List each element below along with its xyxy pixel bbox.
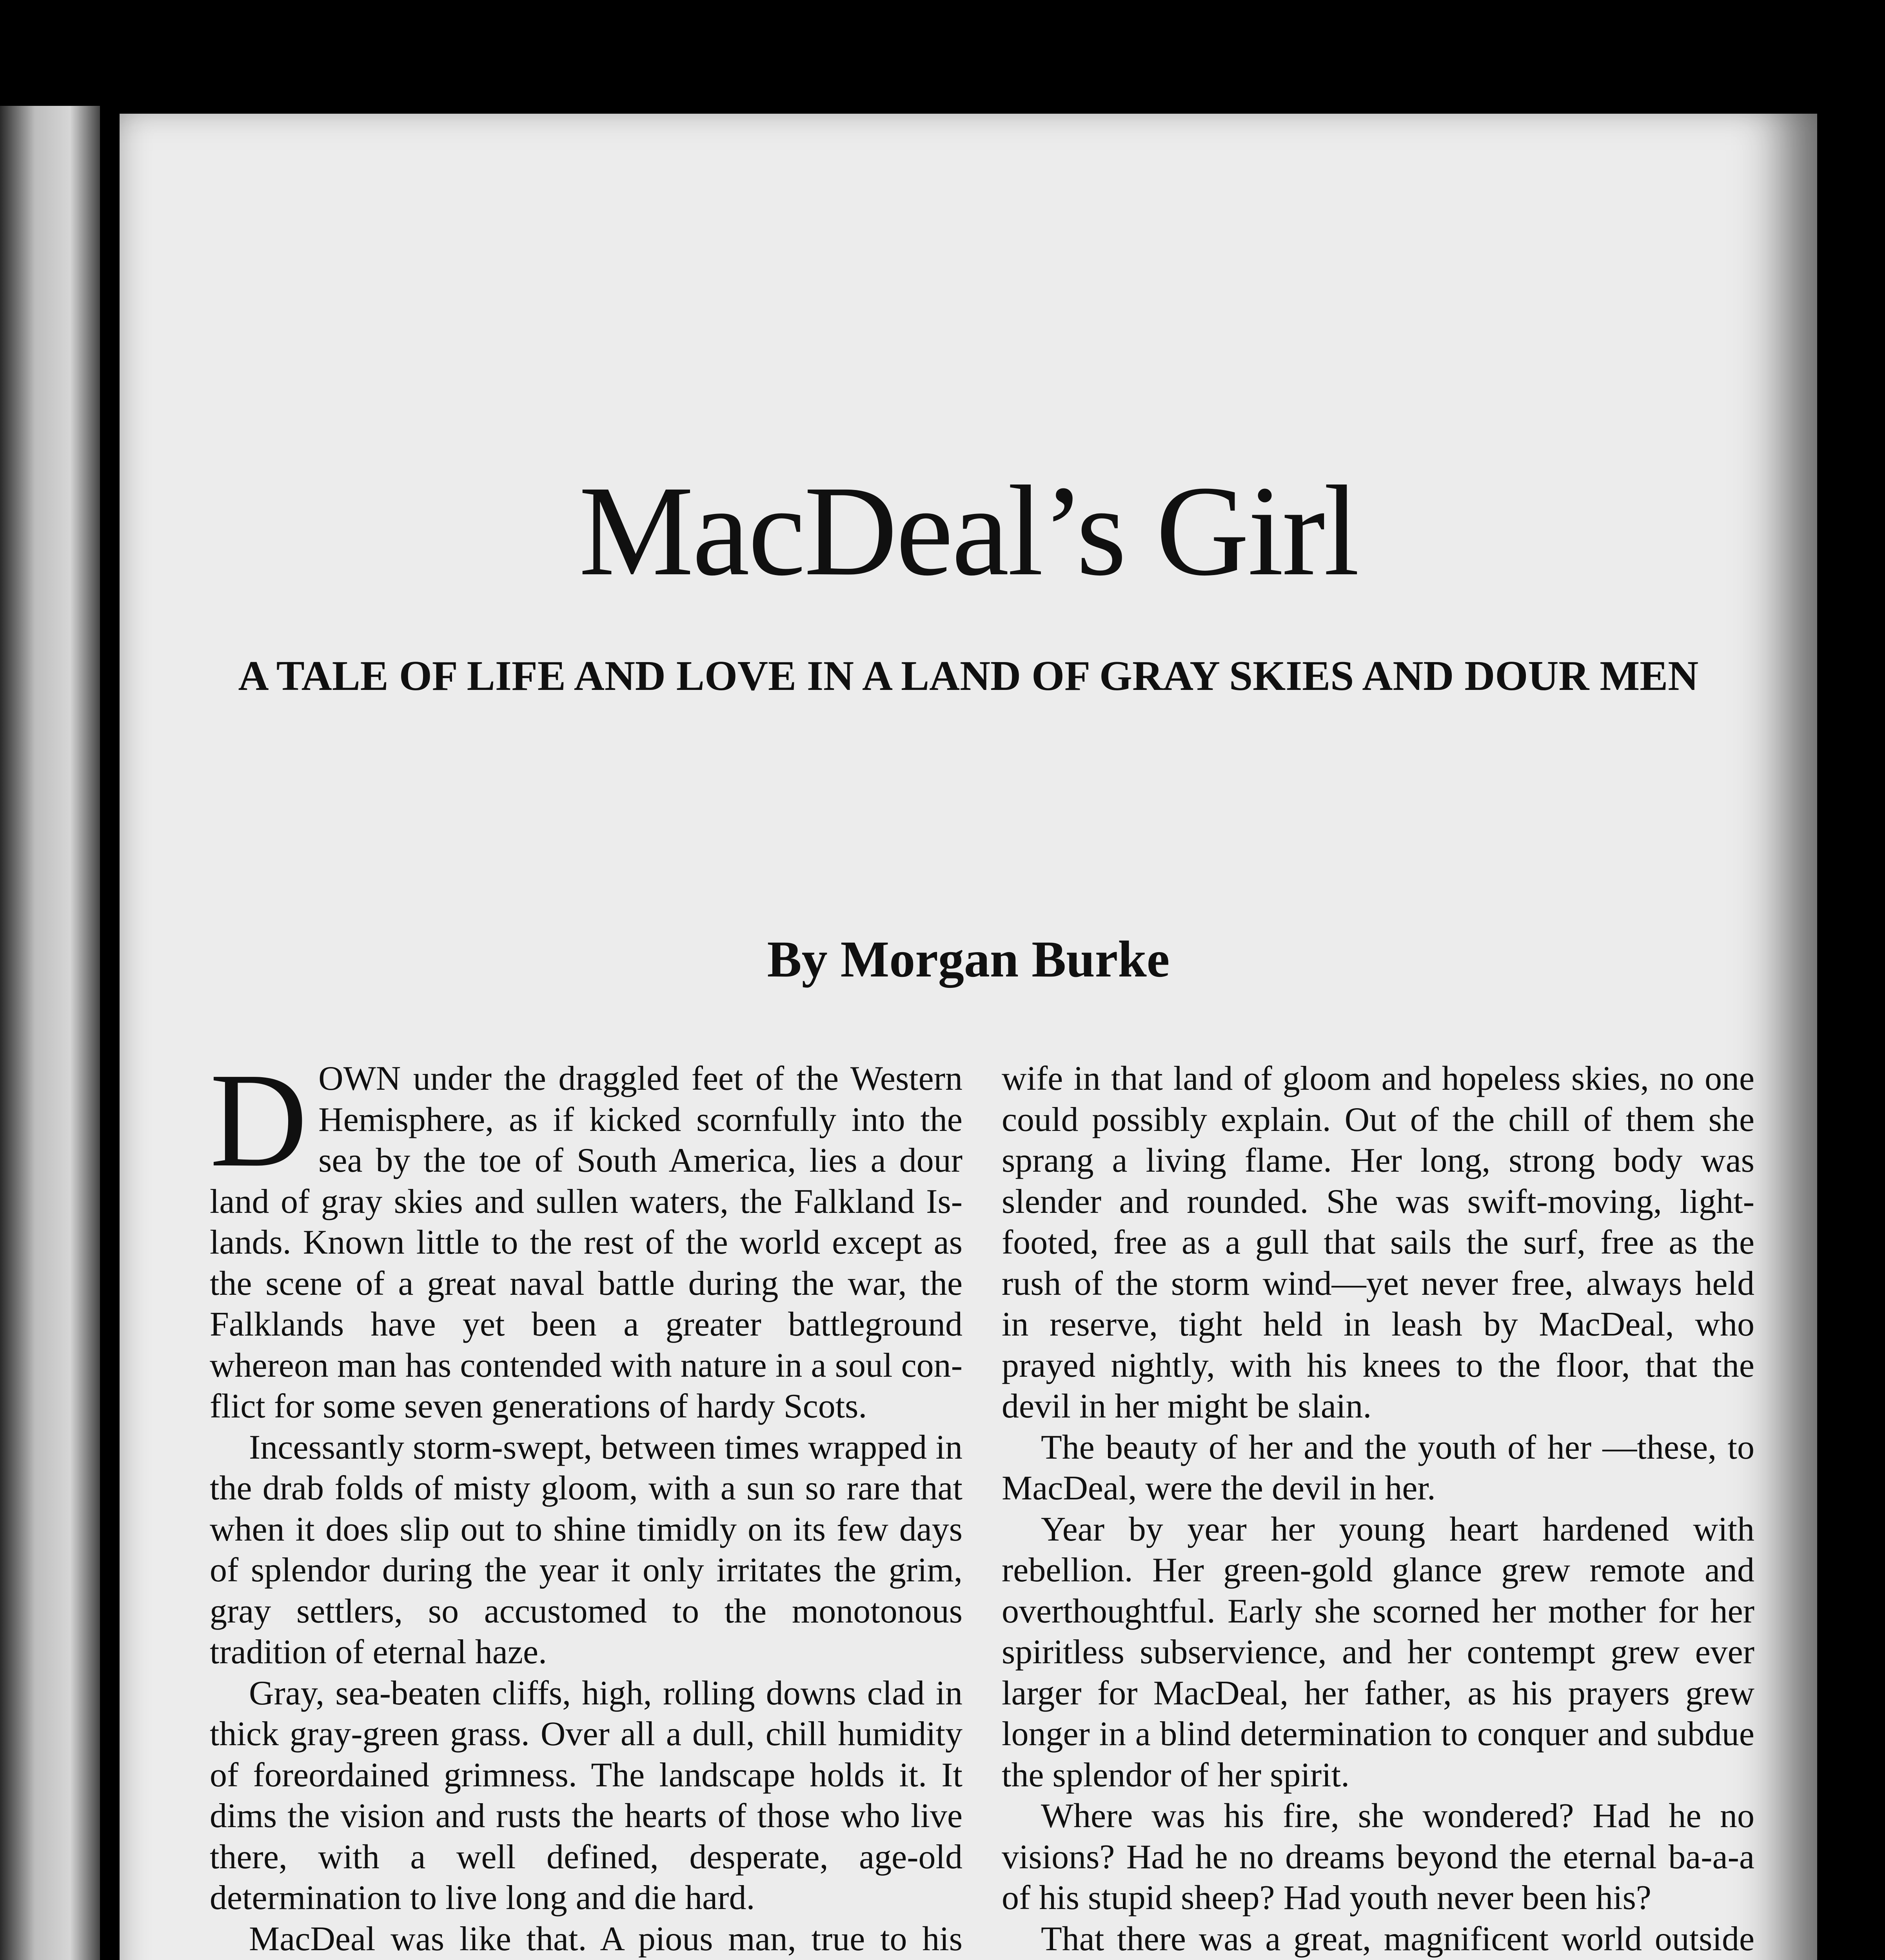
drop-cap: D [210, 1045, 308, 1195]
story-subtitle: A TALE OF LIFE AND LOVE IN A LAND OF GRAY SKIES AND DOUR MEN [238, 653, 1699, 699]
paragraph: That there was a great, magnificent world outside [1041, 1920, 1754, 1958]
paragraph: DOWN under the draggled feet of the Western Hemisphere, as if kicked scornfully into the sea by the toe of South America, lies a dour land of gray skies and sullen waters, the Falkland Islands. Known little to the rest of the world except as the scene of a great naval battle during the war, the Falklands have yet been a greater battleground whereon man has contended with nature in a soul conflict for some seven generations of hardy Scots. [210, 1045, 962, 1425]
paragraph: MacDeal was like that. A pious man, true to his [249, 1920, 962, 1958]
story-title: MacDeal’s Girl [579, 459, 1358, 603]
left-column [210, 1045, 962, 1960]
magazine-page [120, 114, 1817, 1960]
text-columns [210, 1045, 1754, 1960]
byline: By Morgan Burke [767, 930, 1170, 988]
paragraph: The beauty of her and the youth of her —these, to MacDeal, were the devil in her. [1002, 1428, 1754, 1507]
adjacent-page-edge [0, 106, 100, 1960]
paragraph: Incessantly storm-swept, between times wrapped in the drab folds of misty gloom, with a sun so rare that when it does slip out to shine timidly on its few days of splendor during the year it only irritates the grim, gray settlers, so accustomed to the monotonous tradition of eternal haze. [210, 1428, 962, 1671]
paragraph: Gray, sea-beaten cliffs, high, rolling downs clad in thick gray-green grass. Over all a dull, chill humidity of foreordained grimness. The landscape holds it. It dims the vision and rusts the hearts of those who live there, with a well defined, desperate, age-old determination to live long and die hard. [210, 1674, 962, 1917]
paragraph: Year by year her young heart hardened with rebellion. Her green-gold glance grew remote and overthoughtful. Early she scorned her mother for her spiritless subservience, and her contempt grew ever larger for MacDeal, her father, as his prayers grew longer in a blind determination to conquer and subdue the splendor of her spirit. [1002, 1510, 1754, 1794]
right-column [1002, 1058, 1754, 1960]
paragraph: Where was his fire, she wondered? Had he no visions? Had he no dreams beyond the eternal ba-a-a of his stupid sheep? Had youth never been his? [1002, 1797, 1754, 1917]
paragraph: wife in that land of gloom and hopeless skies, no one could possibly explain. Out of the chill of them she sprang a living flame. Her long, strong body was slender and rounded. She was swift-moving, light-footed, free as a gull that sails the surf, free as the rush of the storm wind—yet never free, always held in reserve, tight held in leash by MacDeal, who prayed nightly, with his knees to the floor, that the devil in her might be slain. [1002, 1060, 1754, 1425]
